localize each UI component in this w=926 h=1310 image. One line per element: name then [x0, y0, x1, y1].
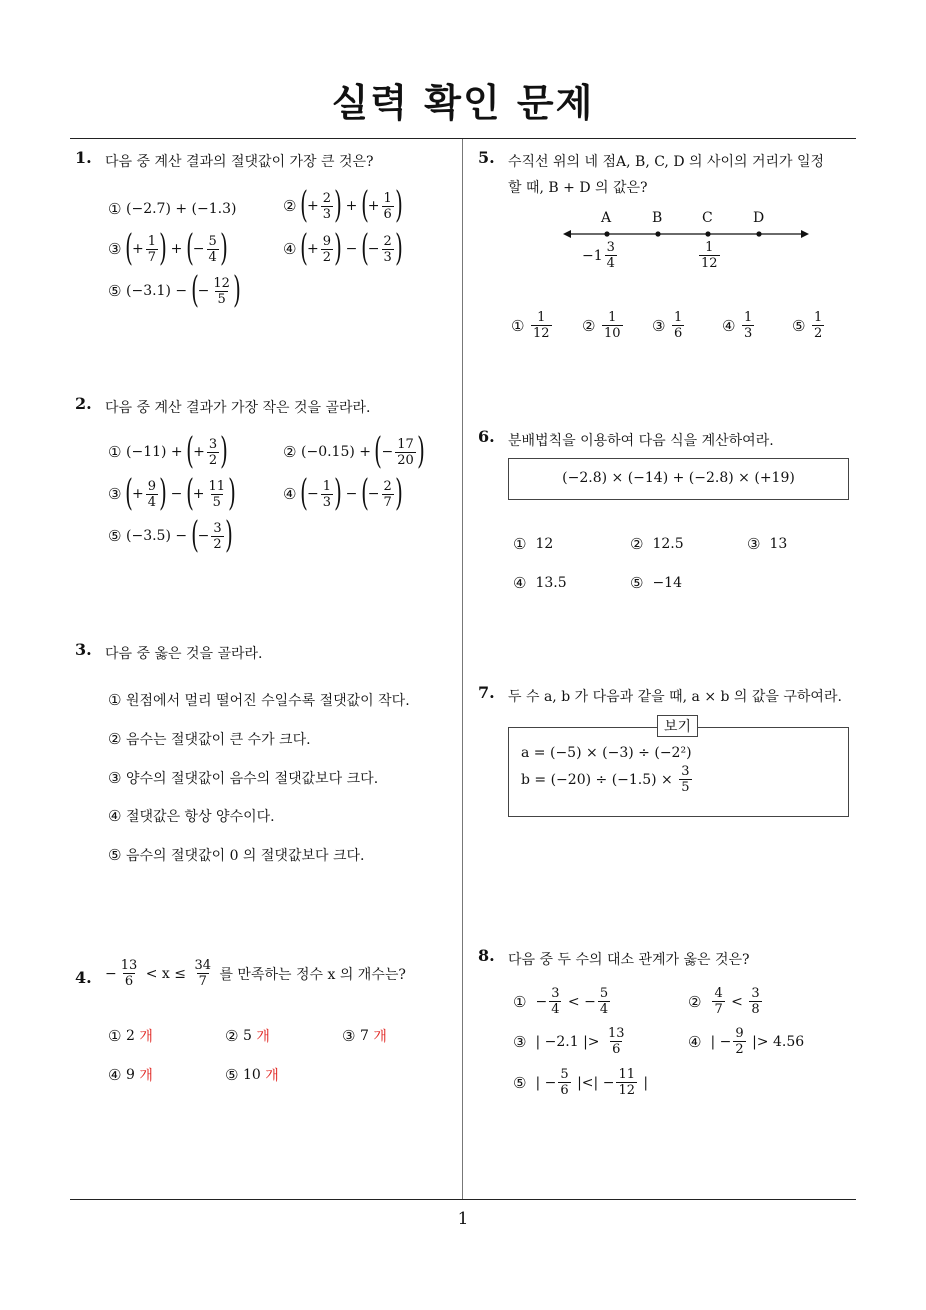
fraction: $\frac{1}{3}$	[744, 310, 753, 341]
question-text-line-1: 수직선 위의 네 점A, B, C, D 의 사이의 거리가 일정	[508, 154, 825, 170]
fraction: $\frac{3}{8}$	[751, 986, 760, 1017]
question-text: 다음 중 계산 결과의 절댓값이 가장 큰 것은?	[105, 154, 374, 170]
option-3[interactable]: ③ 양수의 절댓값이 음수의 절댓값보다 크다.	[108, 769, 379, 787]
fraction: $\frac{17}{20}$	[397, 436, 414, 468]
fraction: $\frac{1}{12}$	[533, 310, 550, 341]
fraction: $\frac{11}{12}$	[618, 1067, 635, 1098]
question-text: 다음 중 계산 결과가 가장 작은 것을 골라라.	[105, 400, 371, 416]
option-marker: ③	[342, 1027, 356, 1045]
top-rule	[70, 138, 856, 139]
formula-b: b = (−20) ÷ (−1.5) × $\frac{3}{5}$	[521, 764, 690, 795]
bottom-rule	[70, 1199, 856, 1200]
option-marker: ②	[630, 535, 644, 553]
question-5	[478, 148, 858, 358]
option-4[interactable]: ④ 9 개	[108, 1066, 153, 1084]
option-1[interactable]: ① 2 개	[108, 1027, 153, 1045]
option-marker: ①	[108, 691, 122, 709]
point-label: B	[652, 210, 663, 226]
question-number: 5.	[478, 148, 495, 167]
option-2[interactable]: ② $\frac{4}{7}$ < $\frac{3}{8}$	[688, 986, 760, 1017]
option-1[interactable]: ① 12	[513, 535, 554, 553]
option-3[interactable]	[652, 310, 686, 341]
fraction: $\frac{11}{5}$	[208, 478, 226, 510]
formula-a: a = (−5) × (−3) ÷ (−2²)	[521, 745, 692, 761]
question-text-line-2: 할 때, B + D 의 값은?	[508, 180, 648, 196]
page-number: 1	[457, 1209, 469, 1229]
page-title: 실력 확인 문제	[331, 81, 595, 125]
fraction: $\frac{34}{7}$	[194, 958, 211, 989]
option-5[interactable]: ⑤ | − $\frac{5}{6}$ |<| − $\frac{11}{12}$ |	[513, 1067, 649, 1098]
question-text: 분배법칙을 이용하여 다음 식을 계산하여라.	[508, 433, 774, 449]
option-3[interactable]: ③ ( + $\frac{9}{4}$ ) − ( + $\frac{11}{5}$ )	[108, 473, 236, 514]
option-5[interactable]	[792, 310, 826, 341]
option-2[interactable]: ② ( + $\frac{2}{3}$ ) + ( + $\frac{1}{6}$ )	[283, 185, 403, 226]
question-number: 8.	[478, 946, 495, 965]
option-1[interactable]	[108, 200, 236, 218]
question-number: 1.	[75, 148, 92, 167]
point-c-value	[697, 240, 722, 271]
question-number: 2.	[75, 394, 92, 413]
fraction: $\frac{1}{6}$	[674, 310, 683, 341]
question-text: 다음 중 옳은 것을 골라라.	[105, 646, 263, 662]
option-4[interactable]: ④ 절댓값은 항상 양수이다.	[108, 807, 275, 825]
point-c	[705, 231, 710, 236]
option-marker: ⑤	[108, 846, 122, 864]
option-marker: ④	[722, 316, 736, 335]
question-6	[478, 427, 858, 597]
option-4[interactable]: ④ | − $\frac{9}{2}$ |> 4.56	[688, 1026, 805, 1057]
expression-box	[508, 458, 849, 500]
option-marker: ⑤	[225, 1066, 239, 1084]
option-3[interactable]: ③ 13	[747, 535, 788, 553]
option-2[interactable]: ② (−0.15) + ( − $\frac{17}{20}$ )	[283, 431, 425, 472]
question-2	[75, 394, 455, 564]
question-number: 7.	[478, 683, 495, 702]
example-box-label: 보기	[657, 715, 698, 737]
option-3[interactable]: ③ 7 개	[342, 1027, 387, 1045]
option-2[interactable]	[582, 310, 625, 341]
fraction: $\frac{1}{12}$	[701, 240, 718, 271]
option-1[interactable]: ① − $\frac{3}{4}$ < − $\frac{5}{4}$	[513, 986, 609, 1017]
option-4[interactable]	[722, 310, 756, 341]
option-marker: ①	[511, 316, 525, 335]
point-a	[604, 231, 609, 236]
option-marker: ④	[688, 1032, 702, 1051]
fraction: $\frac{1}{10}$	[604, 310, 621, 341]
option-marker: ③	[108, 240, 122, 258]
column-divider	[462, 139, 463, 1199]
option-marker: ①	[108, 443, 122, 461]
question-number: 3.	[75, 640, 92, 659]
option-1[interactable]: ① (−11) + ( + $\frac{3}{2}$ )	[108, 431, 229, 472]
option-4[interactable]: ④ 13.5	[513, 574, 567, 592]
option-1[interactable]: ① 원점에서 멀리 떨어진 수일수록 절댓값이 작다.	[108, 691, 410, 709]
fraction: $\frac{5}{6}$	[560, 1067, 569, 1098]
option-5[interactable]: ⑤ 10 개	[225, 1066, 279, 1084]
option-marker: ③	[513, 1032, 527, 1051]
question-text: 두 수 a, b 가 다음과 같을 때, a × b 의 값을 구하여라.	[508, 689, 842, 705]
option-expr: (−2.7) + (−1.3)	[126, 201, 237, 217]
question-7	[478, 683, 858, 823]
example-box	[508, 727, 849, 817]
point-label: D	[753, 210, 765, 226]
fraction: $\frac{3}{5}$	[681, 764, 690, 795]
point-label: A	[601, 210, 612, 226]
option-marker: ②	[108, 730, 122, 748]
option-marker: ③	[108, 769, 122, 787]
question-8	[478, 946, 858, 1106]
option-marker: ⑤	[108, 282, 122, 300]
option-marker: ①	[513, 992, 527, 1011]
option-marker: ⑤	[513, 1073, 527, 1092]
option-marker: ②	[283, 443, 297, 461]
fraction: $\frac{2}{7}$	[383, 478, 392, 510]
option-marker: ⑤	[792, 316, 806, 335]
option-marker: ④	[283, 240, 297, 258]
option-2[interactable]: ② 음수는 절댓값이 큰 수가 크다.	[108, 730, 311, 748]
option-marker: ③	[108, 485, 122, 503]
option-marker: ②	[688, 992, 702, 1011]
option-marker: ②	[225, 1027, 239, 1045]
option-5[interactable]: ⑤ (−3.1) − ( − $\frac{12}{5}$ )	[108, 270, 241, 311]
option-marker: ②	[582, 316, 596, 335]
option-marker: ③	[652, 316, 666, 335]
option-marker: ⑤	[630, 574, 644, 592]
question-text: 다음 중 두 수의 대소 관계가 옳은 것은?	[508, 952, 750, 968]
expression: (−2.8) × (−14) + (−2.8) × (+19)	[562, 470, 795, 486]
option-5[interactable]: ⑤ −14	[630, 574, 682, 592]
point-a-value: −1 $\frac{3}{4}$	[582, 240, 615, 271]
option-marker: ①	[108, 1027, 122, 1045]
question-1	[75, 148, 455, 318]
question-3	[75, 640, 455, 870]
option-1[interactable]	[511, 310, 554, 341]
fraction: $\frac{9}{4}$	[147, 478, 157, 510]
fraction: $\frac{3}{2}$	[208, 436, 218, 468]
fraction: $\frac{3}{4}$	[606, 240, 615, 271]
option-marker: ④	[108, 1066, 122, 1084]
fraction: $\frac{3}{2}$	[213, 520, 222, 552]
fraction: $\frac{1}{3}$	[322, 478, 332, 510]
option-marker: ④	[108, 807, 122, 825]
fraction: $\frac{13}{6}$	[120, 958, 138, 989]
point-d	[756, 231, 761, 236]
option-5[interactable]: ⑤ (−3.5) − ( − $\frac{3}{2}$ )	[108, 515, 233, 556]
option-marker: ①	[513, 535, 527, 553]
option-marker: ①	[108, 200, 122, 218]
option-marker: ②	[283, 197, 297, 215]
fraction: $\frac{1}{2}$	[814, 310, 823, 341]
fraction: $\frac{13}{6}$	[607, 1026, 625, 1057]
fraction: $\frac{9}{2}$	[735, 1026, 744, 1057]
option-2[interactable]: ② 12.5	[630, 535, 684, 553]
fraction: $\frac{1}{7}$	[147, 233, 157, 265]
option-marker: ③	[747, 535, 761, 553]
option-2[interactable]: ② 5 개	[225, 1027, 270, 1045]
option-marker: ④	[283, 485, 297, 503]
fraction: $\frac{3}{4}$	[551, 986, 560, 1017]
point-b	[655, 231, 660, 236]
question-4	[75, 958, 455, 1088]
fraction: $\frac{5}{4}$	[208, 233, 217, 265]
option-4[interactable]: ④ ( + $\frac{9}{2}$ ) − ( − $\frac{2}{3}$ )	[283, 228, 403, 269]
question-number: 6.	[478, 427, 495, 446]
fraction: $\frac{2}{3}$	[322, 190, 332, 222]
option-marker: ⑤	[108, 527, 122, 545]
question-text: − $\frac{13}{6}$ < x ≤ $\frac{34}{7}$ 를 만족하는 정수 x 의 개수는?	[105, 958, 406, 989]
question-number: 4.	[75, 968, 92, 987]
point-label: C	[702, 210, 713, 226]
fraction: $\frac{2}{3}$	[383, 233, 392, 265]
option-3[interactable]: ③ | −2.1 |> $\frac{13}{6}$	[513, 1026, 625, 1057]
option-4[interactable]: ④ ( − $\frac{1}{3}$ ) − ( − $\frac{2}{7}$ )	[283, 473, 403, 514]
fraction: $\frac{1}{6}$	[383, 190, 392, 222]
fraction: $\frac{4}{7}$	[714, 986, 723, 1017]
fraction: $\frac{12}{5}$	[213, 275, 230, 307]
fraction: $\frac{9}{2}$	[322, 233, 332, 265]
option-3[interactable]: ③ ( + $\frac{1}{7}$ ) + ( − $\frac{5}{4}$ )	[108, 228, 228, 269]
option-5[interactable]: ⑤ 음수의 절댓값이 0 의 절댓값보다 크다.	[108, 846, 365, 864]
fraction: $\frac{5}{4}$	[599, 986, 609, 1017]
option-marker: ④	[513, 574, 527, 592]
